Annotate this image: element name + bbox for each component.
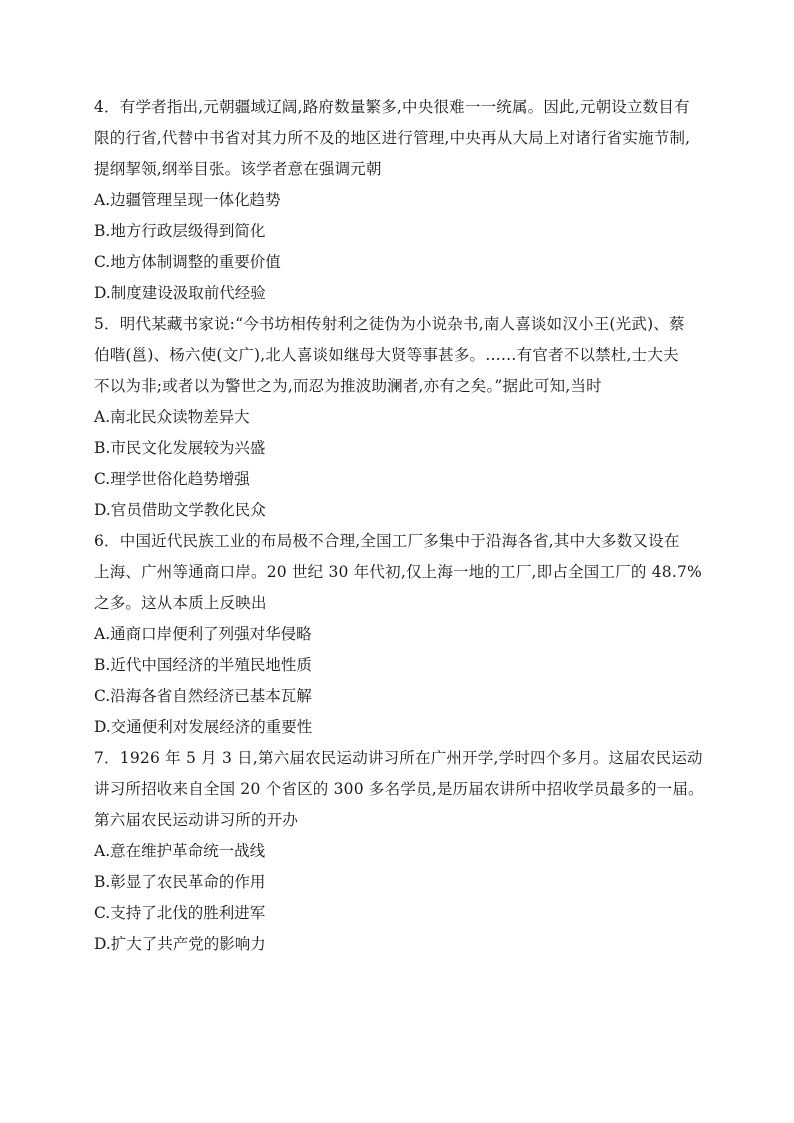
stem-line: 限的行省,代替中书省对其力所不及的地区进行管理,中央再从大局上对诸行省实施节制,	[94, 129, 691, 147]
stem-line: 6．中国近代民族工业的布局极不合理,全国工厂多集中于沿海各省,其中大多数又设在	[94, 532, 680, 550]
stem-line: 提纲挈领,纲举目张。该学者意在强调元朝	[94, 160, 382, 178]
option-c: C.地方体制调整的重要价值	[94, 253, 281, 271]
option-a: A.通商口岸便利了列强对华侵略	[94, 625, 312, 643]
question-stem	[94, 743, 706, 836]
option-d: D.扩大了共产党的影响力	[94, 935, 266, 953]
stem-line: 之多。这从本质上反映出	[94, 594, 267, 612]
stem-line: 不以为非;或者以为警世之为,而忍为推波助澜者,亦有之矣。”据此可知,当时	[94, 377, 602, 395]
option-a: A.南北民众读物差异大	[94, 408, 250, 426]
stem-line: 讲习所招收来自全国 20 个省区的 300 多名学员,是历届农讲所中招收学员最多的一届。	[94, 780, 704, 798]
question-stem	[94, 526, 706, 619]
option-b: B.彰显了农民革命的作用	[94, 873, 266, 891]
stem-line: 第六届农民运动讲习所的开办	[94, 811, 299, 829]
stem-line: 上海、广州等通商口岸。20 世纪 30 年代初,仅上海一地的工厂,即占全国工厂的 48.7%	[94, 563, 702, 581]
stem-line: 5．明代某藏书家说:“今书坊相传射利之徒伪为小说杂书,南人喜谈如汉小王(光武)、蔡	[94, 315, 685, 333]
option-c: C.支持了北伐的胜利进军	[94, 904, 266, 922]
document-page	[94, 92, 706, 960]
option-d: D.官员借助文学教化民众	[94, 501, 266, 519]
stem-line: 4．有学者指出,元朝疆域辽阔,路府数量繁多,中央很难一一统属。因此,元朝设立数目有	[94, 98, 690, 116]
question-stem	[94, 92, 706, 185]
option-d: D.交通便利对发展经济的重要性	[94, 718, 313, 736]
question-6	[94, 526, 706, 743]
question-stem	[94, 309, 706, 402]
option-a: A.意在维护革命统一战线	[94, 842, 266, 860]
stem-line: 7．1926 年 5 月 3 日,第六届农民运动讲习所在广州开学,学时四个多月。这届农民运动	[94, 749, 703, 767]
option-c: C.理学世俗化趋势增强	[94, 470, 250, 488]
question-7	[94, 743, 706, 960]
question-4	[94, 92, 706, 309]
option-c: C.沿海各省自然经济已基本瓦解	[94, 687, 312, 705]
stem-line: 伯喈(邕)、杨六使(文广),北人喜谈如继母大贤等事甚多。……有官者不以禁杜,士大夫	[94, 346, 679, 364]
option-b: B.近代中国经济的半殖民地性质	[94, 656, 312, 674]
option-b: B.地方行政层级得到简化	[94, 222, 266, 240]
option-b: B.市民文化发展较为兴盛	[94, 439, 266, 457]
option-d: D.制度建设汲取前代经验	[94, 284, 266, 302]
option-a: A.边疆管理呈现一体化趋势	[94, 191, 281, 209]
question-5	[94, 309, 706, 526]
